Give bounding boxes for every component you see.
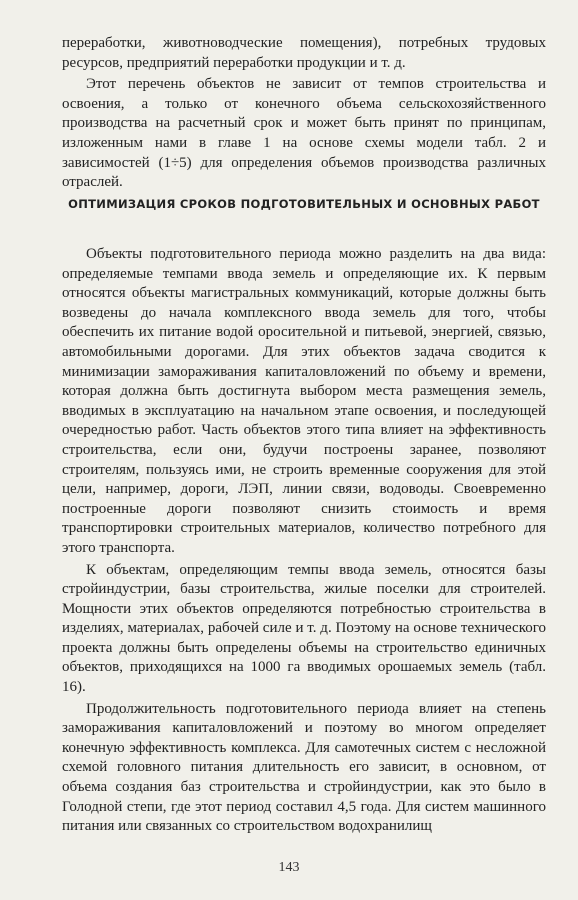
intro-text [62,34,546,193]
intro-paragraph-2: Этот перечень объектов не зависит от темпов строительства и освоения, а только от конечного объема сельскохозяйственного производства на расчетный срок и может быть принят по принципам, изложенным нами в главе 1 на основе схемы модели табл. 2 и зависимостей (1÷5) для определения объемов производства различных отраслей. [62,76,546,191]
section-heading: ОПТИМИЗАЦИЯ СРОКОВ ПОДГОТОВИТЕЛЬНЫХ И ОСНОВНЫХ РАБОТ [68,197,540,211]
page-number: 143 [278,860,300,875]
section-paragraph-3: Продолжительность подготовительного периода влияет на степень замораживания капиталовложений и поэтому во многом определяет конечную эффективность комплекса. Для самотечных систем с несложной схемой головного питания длительность его зависит, в основном, от объема создания баз строительства и стройиндустрии, как это было в Голодной степи, где этот период составил 4,5 года. Для систем машинного питания или связанных со строительством водохранилищ [62,700,546,835]
section-body [62,245,546,837]
intro-paragraph-1: переработки, животноводческие помещения), потребных трудовых ресурсов, предприятий переработки продукции и т. д. [62,35,546,71]
section-paragraph-2: К объектам, определяющим темпы ввода земель, относятся базы стройиндустрии, базы строительства, жилые поселки для строителей. Мощности этих объектов определяются потребностью строительства в изделиях, материалах, рабочей силе и т. д. Поэтому на основе технического проекта должны быть определены объемы на строительство единичных объектов, приходящихся на 1000 га вводимых орошаемых земель (табл. 16). [62,561,546,696]
section-paragraph-1: Объекты подготовительного периода можно разделить на два вида: определяемые темпами ввода земель и определяющие их. К первым относятся объекты магистральных коммуникаций, которые должны быть возведены до начала комплексного ввода земель для того, чтобы обеспечить их питание водой оросительной и питьевой, энергией, связью, автомобильными дорогами. Для этих объектов задача сводится к минимизации замораживания капиталовложений по объему и времени, которая должна быть достигнута выбором места размещения земель, вводимых в эксплуатацию на начальном этапе освоения, и последующей очередностью работ. Часть объектов этого типа влияет на эффективность строительства, если они, будучи построены заранее, позволяют строителям, пользуясь ими, не строить временные сооружения для этой цели, например, дороги, ЛЭП, линии связи, водоводы. Своевременно построенные дороги позволяют снизить стоимость и время транспортировки строительных материалов, количество потребного для этого транспорта. [62,246,546,556]
